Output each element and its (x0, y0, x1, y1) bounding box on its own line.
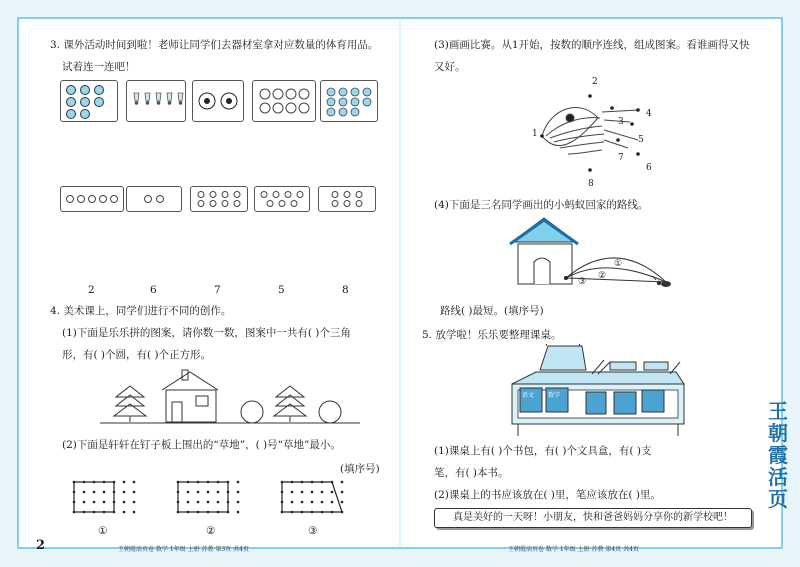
page-number: 2 (36, 538, 46, 553)
q5-part2: (2)课桌上的书应该放在( )里，笔应该放在( )里。 (434, 489, 661, 501)
number-3: 7 (214, 284, 221, 296)
ball-icon (66, 97, 76, 107)
ant-route-picture (506, 216, 686, 300)
shuttlecock-box[interactable] (126, 80, 186, 122)
number-4: 5 (278, 284, 285, 296)
dot-5: 5 (638, 135, 644, 145)
pegboards (70, 478, 390, 526)
q3-4-answer: 路线( )最短。(填序号) (440, 305, 544, 317)
number-1: 2 (88, 284, 95, 296)
q4-hint: (填序号) (340, 463, 380, 475)
ball-icon (66, 109, 76, 119)
circles-box-5[interactable] (60, 186, 124, 212)
number-2: 6 (150, 284, 157, 296)
dot-3: 3 (618, 117, 624, 127)
number-5: 8 (342, 284, 349, 296)
football-box[interactable] (192, 80, 244, 122)
dot-7: 7 (618, 153, 624, 163)
book-icon-5 (642, 390, 664, 412)
shuttlecock-icons (127, 81, 185, 121)
ball-icon (94, 97, 104, 107)
circles-box-6[interactable] (318, 186, 376, 212)
pegboard-label-2: ② (206, 525, 216, 537)
ring-box[interactable] (252, 80, 316, 122)
football-icons (193, 81, 243, 121)
ball-icons (321, 81, 377, 121)
ball-box[interactable] (320, 80, 378, 122)
book-label-math: 数学 (548, 392, 561, 399)
circles-7 (255, 187, 309, 211)
dot-6: 6 (646, 163, 652, 173)
pegboard-label-1: ① (98, 525, 108, 537)
fish-dot-to-dot (520, 78, 660, 190)
q3-3-line2: 又好。 (434, 61, 466, 73)
route-label-3: ③ (578, 277, 587, 287)
circles-8 (191, 187, 247, 211)
pencil-case-icon-2 (644, 362, 668, 370)
book-icon-4 (614, 392, 636, 414)
dot-8: 8 (588, 179, 594, 189)
basketball-box[interactable] (60, 80, 118, 122)
ring-icons (253, 81, 315, 121)
pencil-case-icon (610, 362, 636, 370)
dot-1: 1 (532, 129, 538, 139)
route-label-1: ① (614, 259, 623, 269)
q4-title: 4. 美术课上，同学们进行不同的创作。 (50, 305, 232, 317)
circles-box-8[interactable] (190, 186, 248, 212)
book-icon-3 (586, 392, 606, 414)
ball-icon (80, 85, 90, 95)
shape-picture (100, 366, 360, 428)
route-label-2: ② (598, 271, 607, 281)
circles-box-2[interactable] (126, 186, 182, 212)
q3-title: 3. 课外活动时间到啦！老师让同学们去器材室拿对应数量的体育用品。 (50, 39, 379, 51)
q5-part1-line1: (1)课桌上有( )个书包，有( )个文具盒，有( )支 (434, 445, 652, 457)
right-footer: 王朝霞活页卷 数学 1年级 上册 苏教 第4页 共4页 (508, 546, 639, 553)
q3-3-line1: (3)画画比赛。从1开始，按数的顺序连线，组成图案。看谁画得又快 (434, 39, 750, 51)
q5-title: 5. 放学啦！乐乐要整理课桌。 (422, 329, 562, 341)
q4-part2: (2)下面是轩轩在钉子板上围出的“草地”，( )号“草地”最小。 (62, 439, 341, 451)
q4-part1-line1: (1)下面是乐乐拼的图案，请你数一数，图案中一共有( )个三角 (62, 327, 351, 339)
ball-icon (80, 109, 90, 119)
schoolbag-icon (540, 344, 586, 370)
ball-icon (80, 97, 90, 107)
book-label-chinese: 语文 (522, 392, 535, 399)
ball-icon (66, 85, 76, 95)
circles-2 (127, 187, 181, 211)
q4-part1-line2: 形，有( )个圆，有( )个正方形。 (62, 349, 212, 361)
pegboard-label-3: ③ (308, 525, 318, 537)
dot-2: 2 (592, 77, 598, 87)
brand-mark: 王朝霞活页 (768, 399, 788, 511)
left-footer: 王朝霞活页卷 数学 1年级 上册 苏教 第3页 共4页 (118, 546, 249, 553)
ball-icon (94, 85, 104, 95)
circles-6 (319, 187, 375, 211)
dot-4: 4 (646, 109, 652, 119)
circles-box-7[interactable] (254, 186, 310, 212)
closing-banner: 真是美好的一天呀！小朋友，快和爸爸妈妈分享你的新学校吧！ (434, 508, 752, 528)
circles-5 (61, 187, 123, 211)
q3-subtitle: 试着连一连吧！ (62, 61, 136, 73)
q3-4-title: (4)下面是三名同学画出的小蚂蚁回家的路线。 (434, 199, 649, 211)
q5-part1-line2: 笔，有( )本书。 (434, 467, 509, 479)
